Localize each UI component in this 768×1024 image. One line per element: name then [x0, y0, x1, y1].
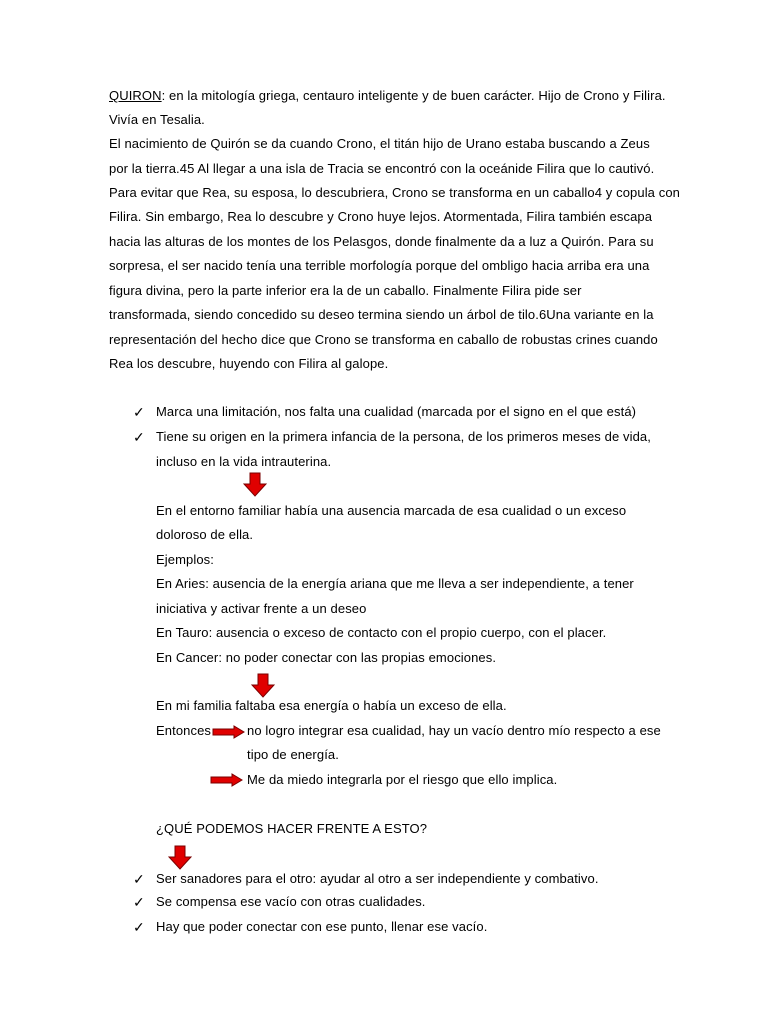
bullet-1-2: Tiene su origen en la primera infancia de la persona, de los primeros meses de vida,: [156, 429, 651, 444]
intro-line-4: por la tierra.45 Al llegar a una isla de Tracia se encontró con la oceánide Filira que lo cautivó.: [109, 161, 655, 176]
block2-line-1: En mi familia faltaba esa energía o había un exceso de ella.: [156, 698, 507, 713]
bullet-2-1: Ser sanadores para el otro: ayudar al otro a ser independiente y combativo.: [156, 871, 599, 886]
intro-line-11: representación del hecho dice que Crono se transforma en caballo de robustas crines cuando: [109, 332, 658, 347]
bullet-2-3: Hay que poder conectar con ese punto, llenar ese vacío.: [156, 919, 488, 934]
intro-line-2: Vivía en Tesalia.: [109, 112, 205, 127]
block1-line-2: doloroso de ella.: [156, 527, 254, 542]
block1-line-5: iniciativa y activar frente a un deseo: [156, 601, 367, 616]
intro-line-8: sorpresa, el ser nacido tenía una terrible morfología porque del ombligo hacia arriba era una: [109, 258, 650, 273]
down-arrow-icon: [168, 845, 192, 870]
intro-line-9: figura divina, pero la parte inferior era la de un caballo. Finalmente Filira pide ser: [109, 283, 582, 298]
block1-line-1: En el entorno familiar había una ausencia marcada de esa cualidad o un exceso: [156, 503, 627, 518]
result-1a: no logro integrar esa cualidad, hay un vacío dentro mío respecto a ese: [247, 723, 661, 738]
intro-line-12: Rea los descubre, huyendo con Filira al galope.: [109, 356, 389, 371]
checkmark-icon: ✓: [133, 919, 145, 935]
intro-line-5: Para evitar que Rea, su esposa, lo descubriera, Crono se transforma en un caballo4 y copula con: [109, 185, 680, 200]
checkmark-icon: ✓: [133, 871, 145, 887]
checkmark-icon: ✓: [133, 404, 145, 420]
block1-line-6: En Tauro: ausencia o exceso de contacto con el propio cuerpo, con el placer.: [156, 625, 607, 640]
checkmark-icon: ✓: [133, 894, 145, 910]
block1-line-3: Ejemplos:: [156, 552, 214, 567]
result-2: Me da miedo integrarla por el riesgo que ello implica.: [247, 772, 558, 787]
bullet-1-2-cont: incluso en la vida intrauterina.: [156, 454, 332, 469]
down-arrow-icon: [251, 673, 275, 698]
right-arrow-icon: [212, 725, 245, 739]
question-heading: ¿QUÉ PODEMOS HACER FRENTE A ESTO?: [156, 821, 428, 836]
term-quiron: QUIRON: [109, 88, 162, 103]
intro-line-1: QUIRON: en la mitología griega, centauro inteligente y de buen carácter. Hijo de Crono y Filira.: [109, 88, 666, 103]
entonces-label: Entonces: [156, 723, 212, 738]
bullet-1-1: Marca una limitación, nos falta una cualidad (marcada por el signo en el que está): [156, 404, 637, 419]
intro-line-3: El nacimiento de Quirón se da cuando Crono, el titán hijo de Urano estaba buscando a Zeus: [109, 136, 650, 151]
result-1b: tipo de energía.: [247, 747, 339, 762]
block1-line-7: En Cancer: no poder conectar con las propias emociones.: [156, 650, 497, 665]
bullet-2-2: Se compensa ese vacío con otras cualidades.: [156, 894, 426, 909]
intro-line-10: transformada, siendo concedido su deseo termina siendo un árbol de tilo.6Una variante en la: [109, 307, 654, 322]
checkmark-icon: ✓: [133, 429, 145, 445]
block1-line-4: En Aries: ausencia de la energía ariana que me lleva a ser independiente, a tener: [156, 576, 634, 591]
intro-line-7: hacia las alturas de los montes de los Pelasgos, donde finalmente da a luz a Quirón. Para su: [109, 234, 654, 249]
down-arrow-icon: [243, 472, 267, 497]
right-arrow-icon: [210, 773, 243, 787]
intro-line-6: Filira. Sin embargo, Rea lo descubre y Crono huye lejos. Atormentada, Filira también escapa: [109, 209, 653, 224]
